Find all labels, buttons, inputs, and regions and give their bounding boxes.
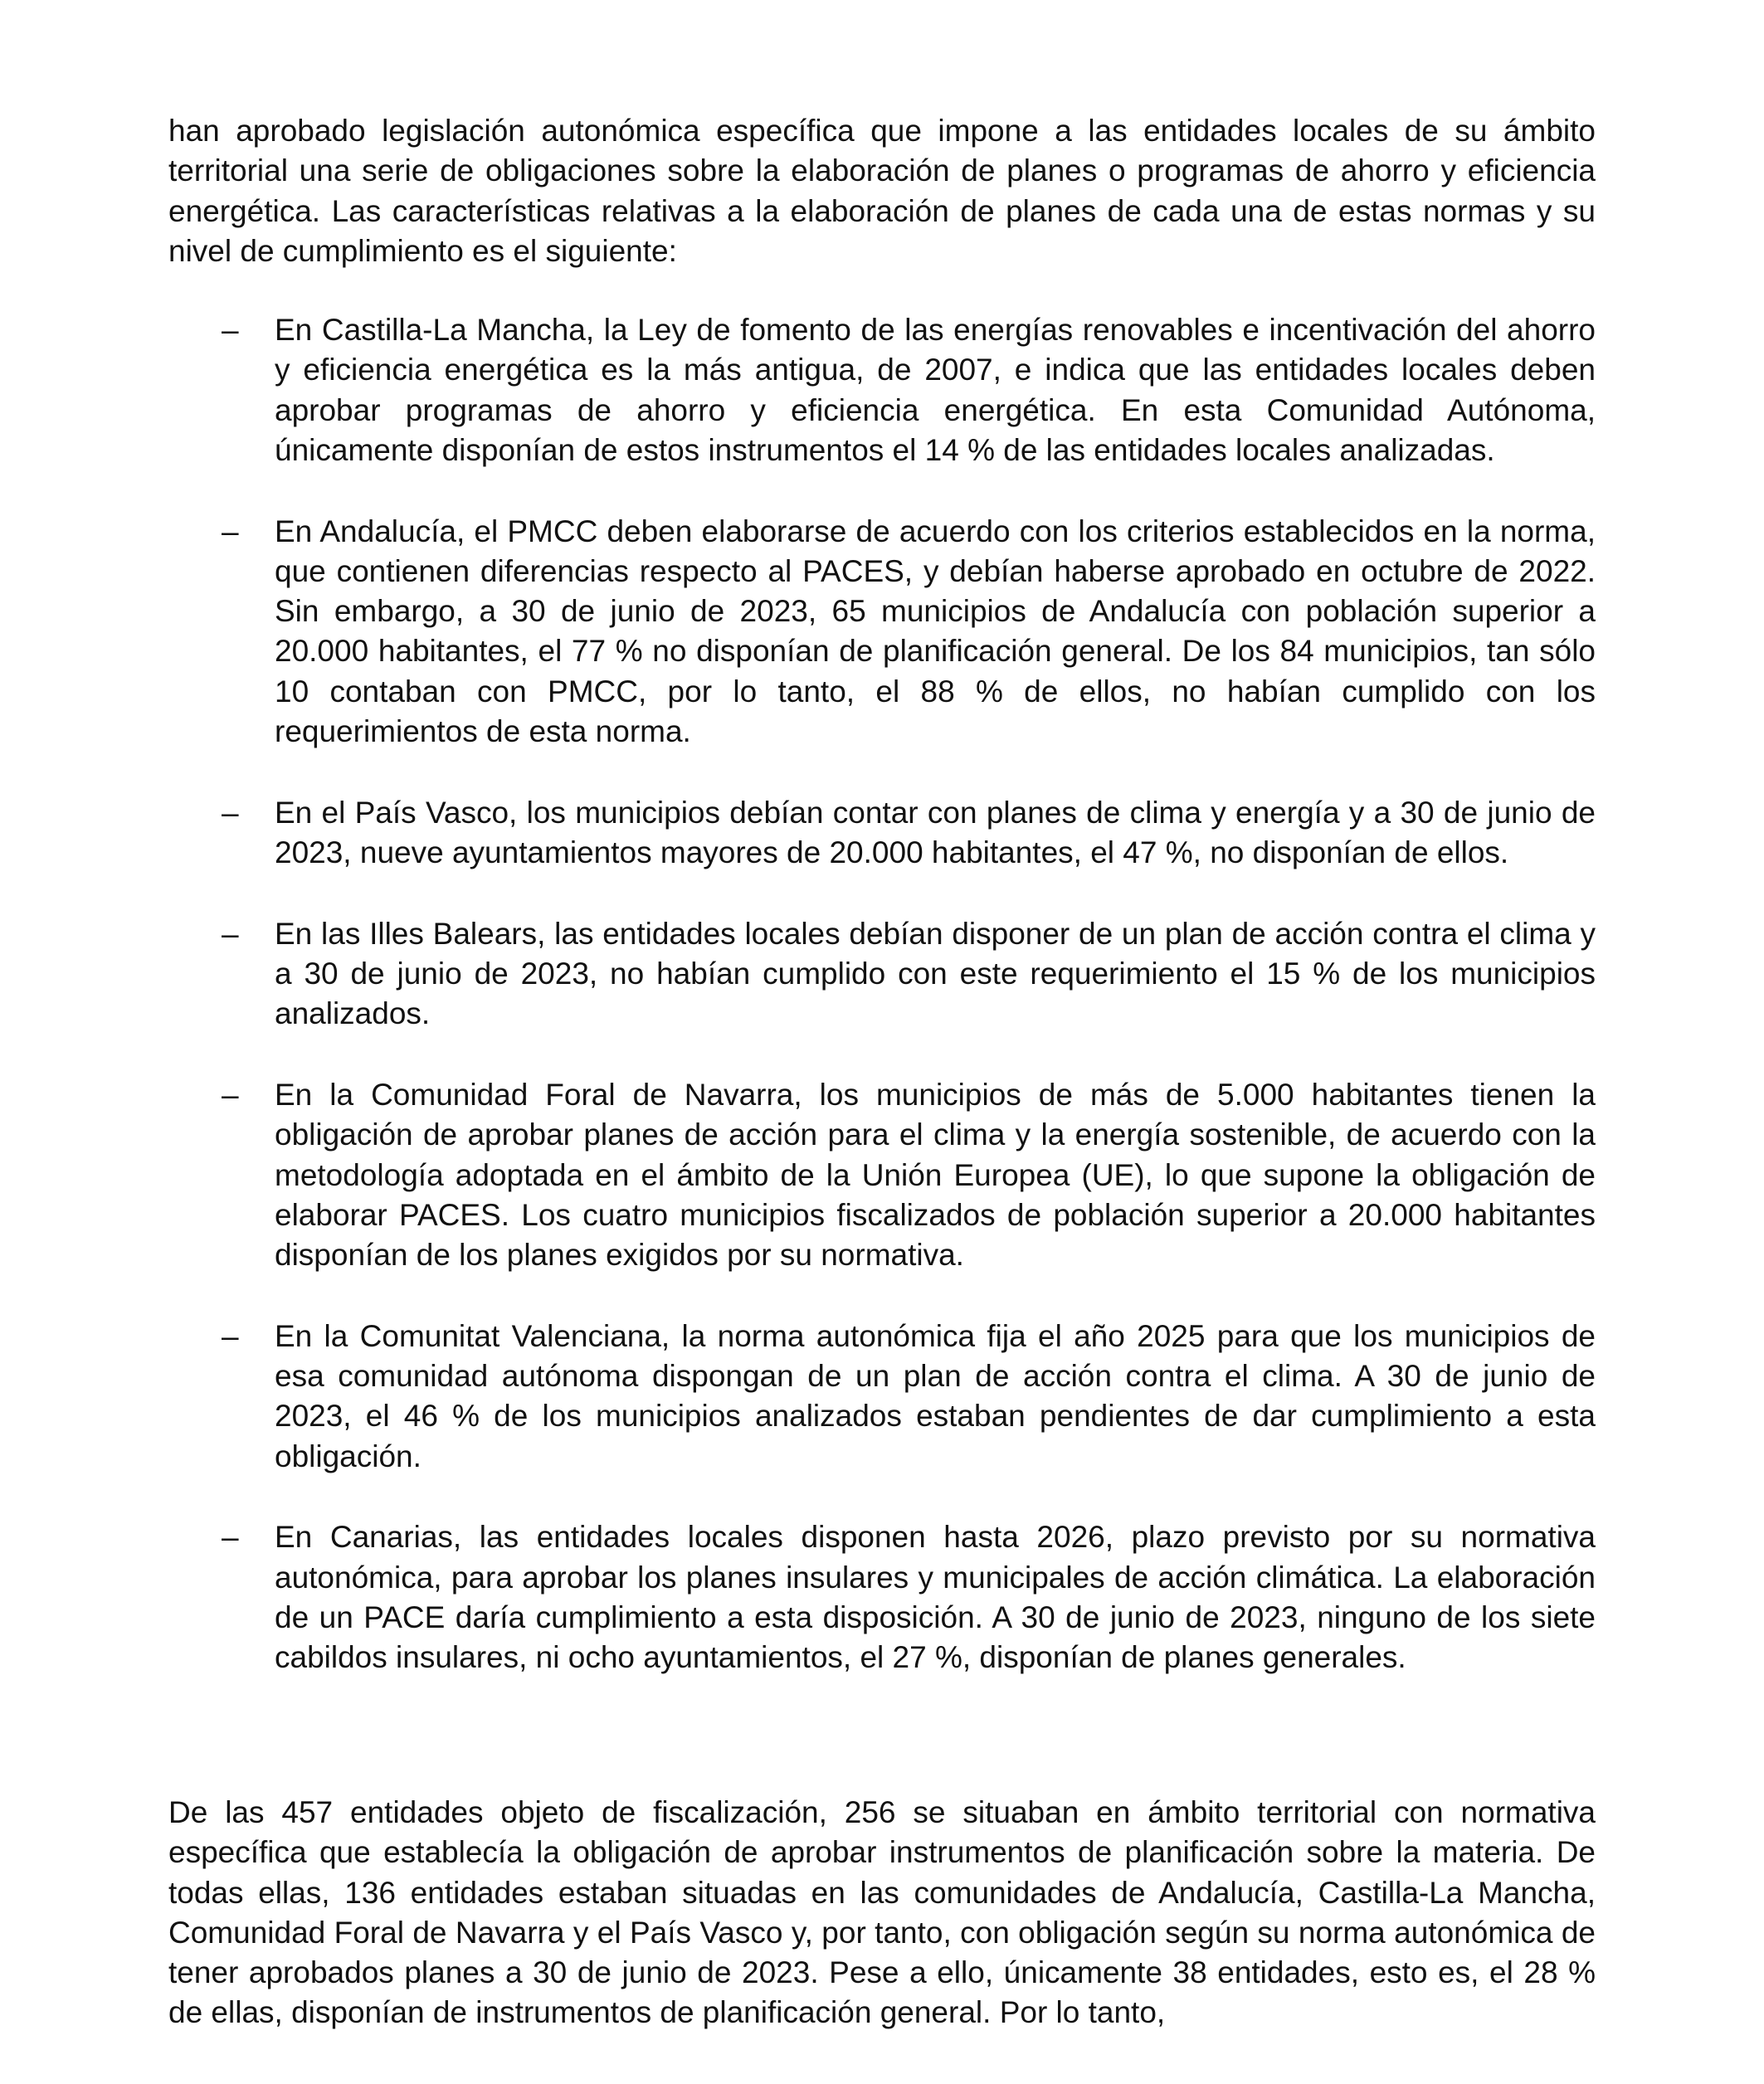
intro-paragraph: han aprobado legislación autonómica específica que impone a las entidades locales de su ámbito territorial una serie de obligaciones sobre la elaboración de planes o programas de ahorro y eficiencia energética. Las características relativas a la elaboración de planes de cada una de estas normas y su nivel de cumplimiento es el siguiente: [168,114,1596,268]
list-item [168,1517,1596,1677]
list-item [168,310,1596,470]
dash-bullet-icon: – [222,514,239,548]
dash-bullet-icon: – [222,1520,239,1555]
list-item-text: En la Comunitat Valenciana, la norma autonómica fija el año 2025 para que los municipios de esa comunidad autónoma dispongan de un plan de acción contra el clima. A 30 de junio de 2023, el 46 % de los municipios analizados estaban pendientes de dar cumplimiento a esta obligación. [275,1318,1596,1473]
list-item-text: En el País Vasco, los municipios debían contar con planes de clima y energía y a 30 de junio de 2023, nueve ayuntamientos mayores de 20.000 habitantes, el 47 %, no disponían de ellos. [275,795,1596,870]
list-item-text: En Canarias, las entidades locales disponen hasta 2026, plazo previsto por su normativa autonómica, para aprobar los planes insulares y municipales de acción climática. La elaboración de un PACE daría cumplimiento a esta disposición. A 30 de junio de 2023, ninguno de los siete cabildos insulares, ni ocho ayuntamientos, el 27 %, disponían de planes generales. [275,1520,1596,1675]
list-item [168,1075,1596,1275]
list-item [168,1317,1596,1477]
list-item-text: En Andalucía, el PMCC deben elaborarse de acuerdo con los criterios establecidos en la norma, que contienen diferencias respecto al PACES, y debían haberse aprobado en octubre de 2022. Sin embargo, a 30 de junio de 2023, 65 municipios de Andalucía con población superior a 20.000 habitantes, el 77 % no disponían de planificación general. De los 84 municipios, tan sólo 10 contaban con PMCC, por lo tanto, el 88 % de ellos, no habían cumplido con los requerimientos de esta norma. [275,514,1596,749]
list-item [168,793,1596,874]
dash-bullet-icon: – [222,916,239,951]
list-item-text: En la Comunidad Foral de Navarra, los municipios de más de 5.000 habitantes tienen la obligación de aprobar planes de acción para el clima y la energía sostenible, de acuerdo con la metodología adoptada en el ámbito de la Unión Europea (UE), lo que supone la obligación de elaborar PACES. Los cuatro municipios fiscalizados de población superior a 20.000 habitantes disponían de los planes exigidos por su normativa. [275,1078,1596,1273]
list-item-text: En las Illes Balears, las entidades locales debían disponer de un plan de acción contra el clima y a 30 de junio de 2023, no habían cumplido con este requerimiento el 15 % de los municipios analizados. [275,916,1596,1031]
list-item-text: En Castilla-La Mancha, la Ley de fomento de las energías renovables e incentivación del ahorro y eficiencia energética es la más antigua, de 2007, e indica que las entidades locales deben aprobar programas de ahorro y eficiencia energética. En esta Comunidad Autónoma, únicamente disponían de estos instrumentos el 14 % de las entidades locales analizadas. [275,313,1596,467]
dash-bullet-icon: – [222,795,239,830]
list-item [168,512,1596,752]
closing-paragraph: De las 457 entidades objeto de fiscalización, 256 se situaban en ámbito territorial con normativa específica que establecía la obligación de aprobar instrumentos de planificación sobre la materia. De todas ellas, 136 entidades estaban situadas en las comunidades de Andalucía, Castilla-La Mancha, Comunidad Foral de Navarra y el País Vasco y, por tanto, con obligación según su norma autonómica de tener aprobados planes a 30 de junio de 2023. Pese a ello, únicamente 38 entidades, esto es, el 28 % de ellas, disponían de instrumentos de planificación general. Por lo tanto, [168,1795,1596,2030]
list-item [168,914,1596,1035]
dash-bullet-icon: – [222,1078,239,1113]
obligations-list [168,310,1596,1719]
dash-bullet-icon: – [222,313,239,347]
dash-bullet-icon: – [222,1318,239,1353]
